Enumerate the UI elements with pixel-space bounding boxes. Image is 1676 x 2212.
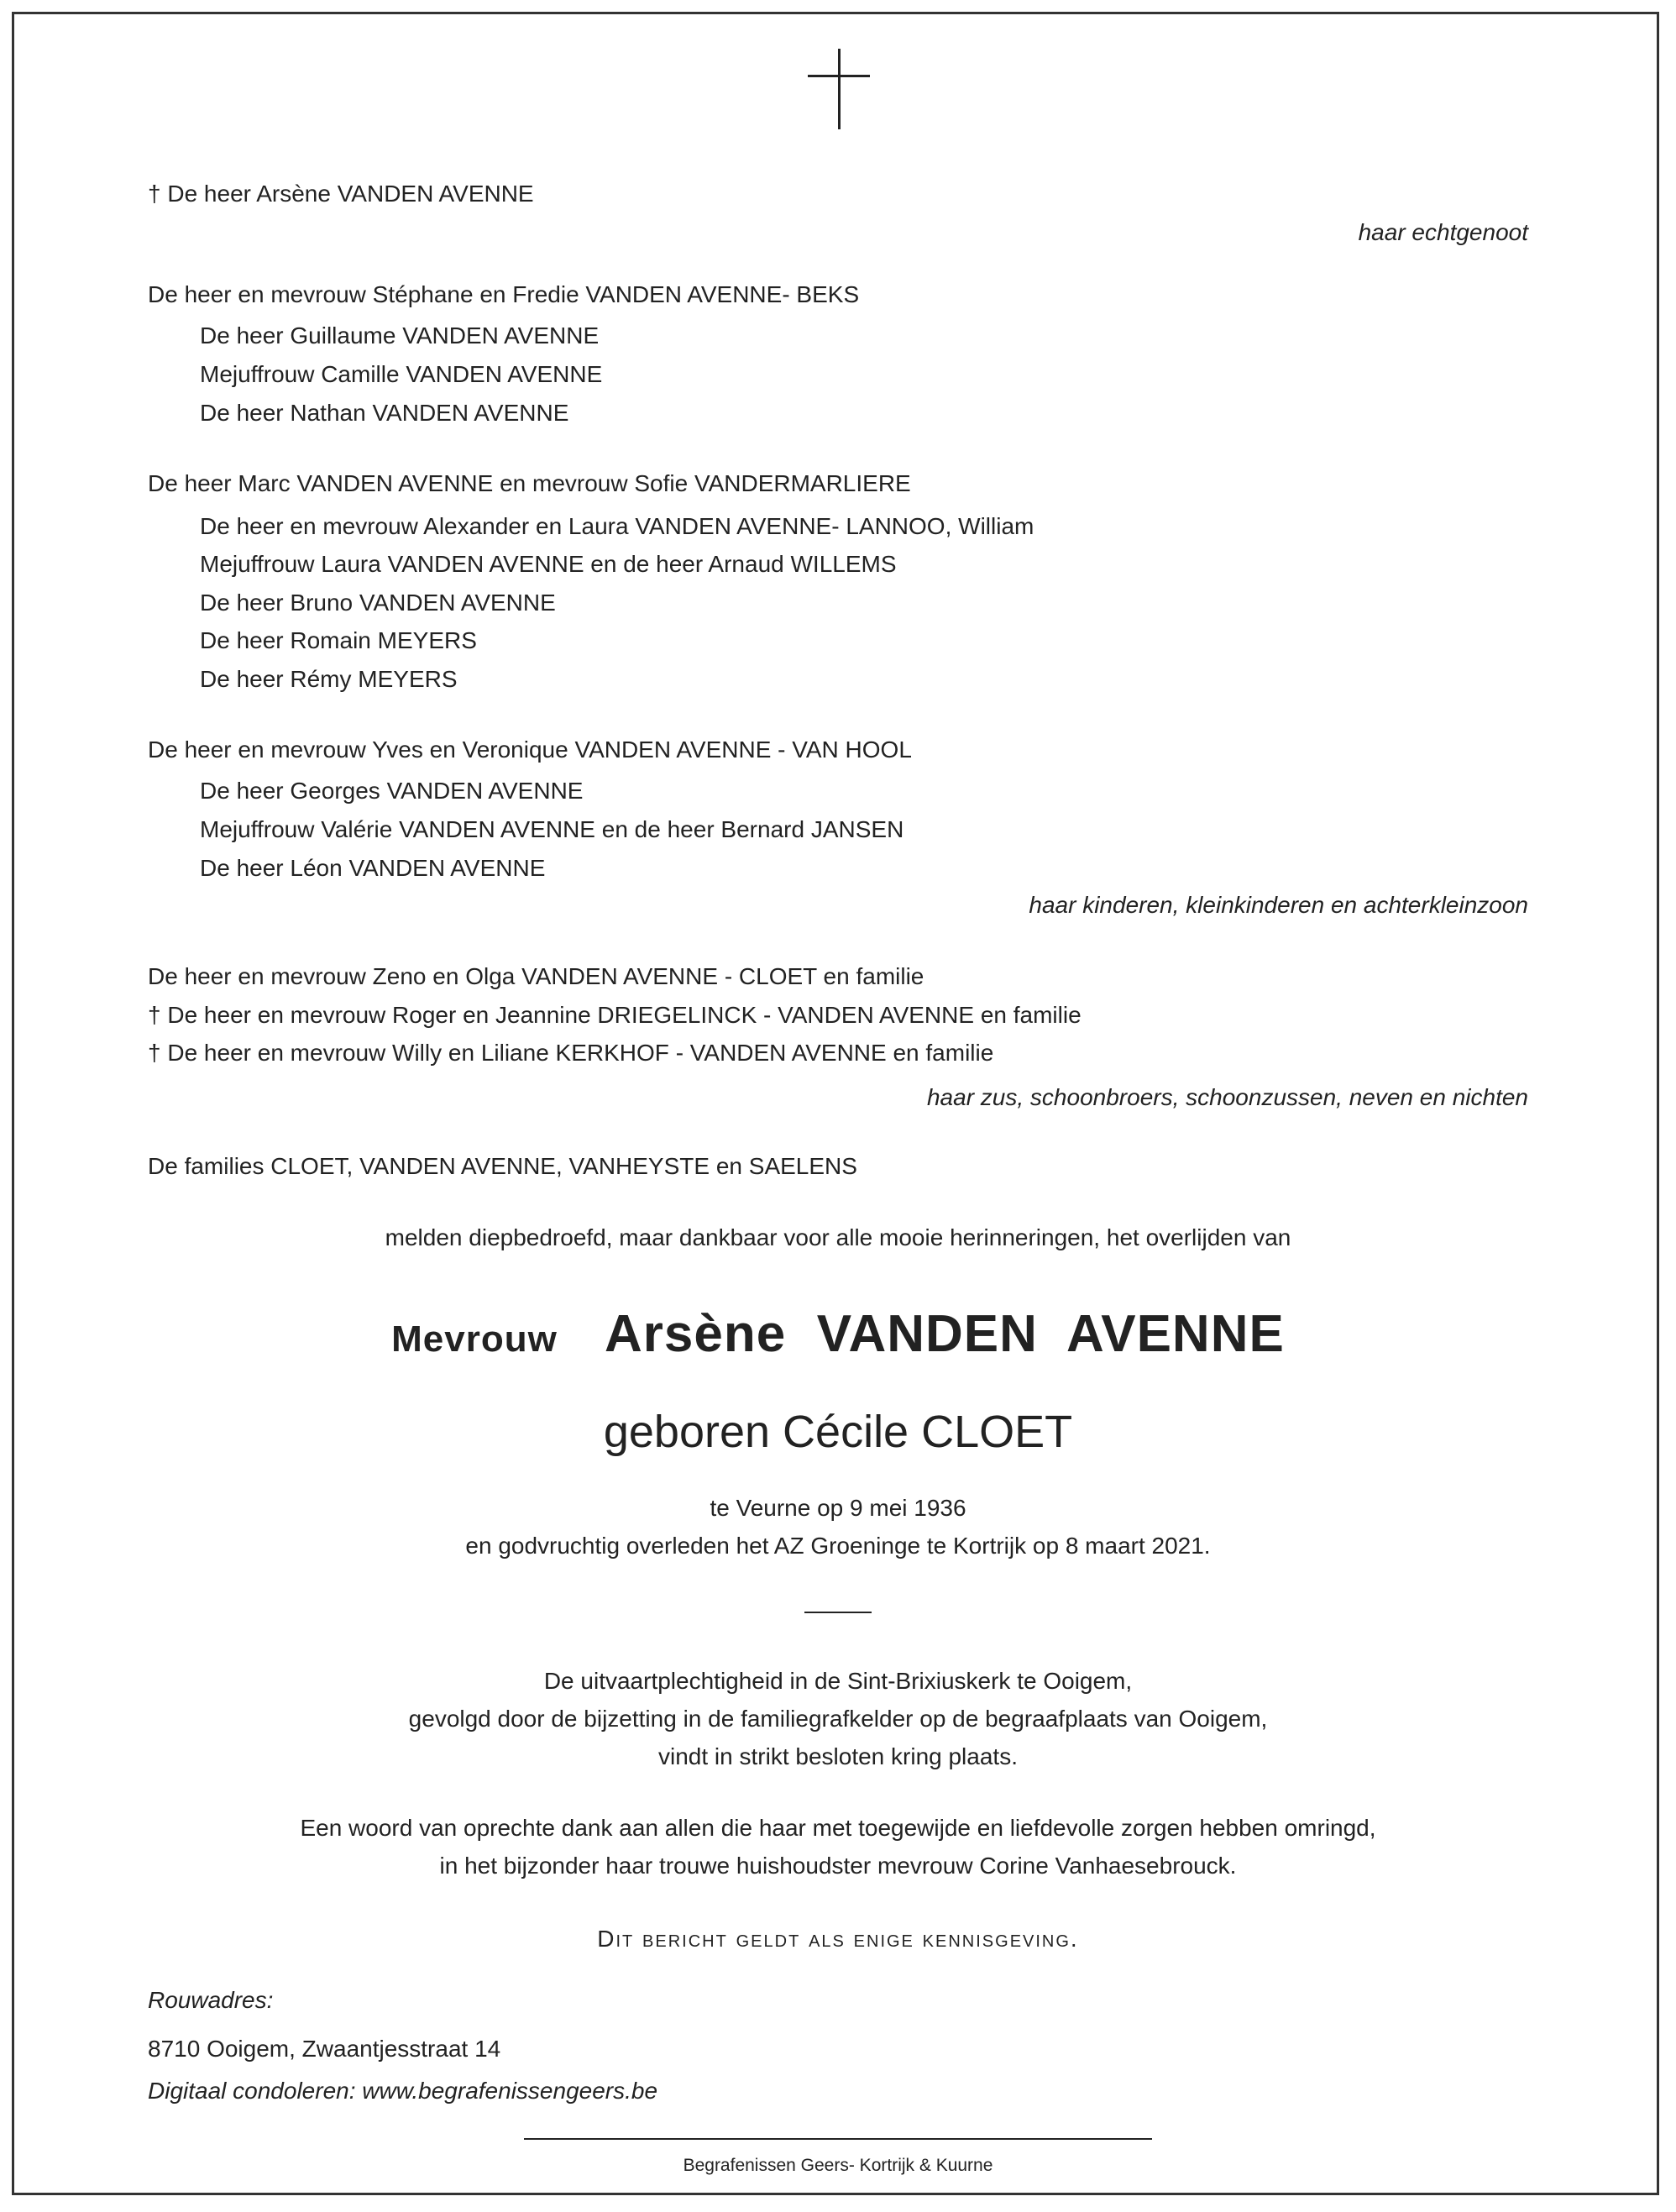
family1-member: De heer Nathan VANDEN AVENNE xyxy=(200,400,569,426)
deceased-name-line xyxy=(0,1303,1676,1371)
divider-short xyxy=(804,1612,872,1613)
address-label: Rouwadres: xyxy=(148,1987,274,2013)
family2-member: De heer en mevrouw Alexander en Laura VANDEN AVENNE- LANNOO, William xyxy=(200,513,1034,539)
family2-member: De heer Rémy MEYERS xyxy=(200,666,458,692)
address-value: 8710 Ooigem, Zwaantjesstraat 14 xyxy=(148,2036,501,2062)
sibling-line: † De heer en mevrouw Roger en Jeannine DRIEGELINCK - VANDEN AVENNE en familie xyxy=(148,1002,1082,1028)
spouse-relation: haar echtgenoot xyxy=(1358,219,1528,245)
ceremony-line: gevolgd door de bijzetting in de familiegrafkelder op de begraafplaats van Ooigem, xyxy=(408,1706,1268,1732)
family2-member: Mejuffrouw Laura VANDEN AVENNE en de heer Arnaud WILLEMS xyxy=(200,551,897,577)
family1-head: De heer en mevrouw Stéphane en Fredie VANDEN AVENNE- BEKS xyxy=(148,281,860,307)
deceased-title: Mevrouw xyxy=(391,1318,558,1360)
deceased-name: Arsène VANDEN AVENNE xyxy=(605,1305,1285,1363)
notice: Dit bericht geldt als enige kennisgeving. xyxy=(597,1926,1079,1952)
family3-member: De heer Léon VANDEN AVENNE xyxy=(200,855,546,881)
family2-member: De heer Romain MEYERS xyxy=(200,627,477,653)
thanks-line: in het bijzonder haar trouwe huishoudster mevrouw Corine Vanhaesebrouck. xyxy=(439,1853,1237,1879)
sibling-line: De heer en mevrouw Zeno en Olga VANDEN AVENNE - CLOET en familie xyxy=(148,963,924,989)
family1-member: Mejuffrouw Camille VANDEN AVENNE xyxy=(200,361,603,387)
spouse-line: † De heer Arsène VANDEN AVENNE xyxy=(148,181,534,207)
family2-member: De heer Bruno VANDEN AVENNE xyxy=(200,590,556,616)
death-line: en godvruchtig overleden het AZ Groeninge te Kortrijk op 8 maart 2021. xyxy=(465,1533,1211,1559)
sibling-line: † De heer en mevrouw Willy en Liliane KERKHOF - VANDEN AVENNE en familie xyxy=(148,1040,994,1066)
born-as: geboren Cécile CLOET xyxy=(603,1407,1073,1457)
condolence-link[interactable]: Digitaal condoleren: www.begrafenissengeers.be xyxy=(148,2078,658,2104)
family3-head: De heer en mevrouw Yves en Veronique VANDEN AVENNE - VAN HOOL xyxy=(148,736,912,763)
family1-member: De heer Guillaume VANDEN AVENNE xyxy=(200,322,600,349)
family3-member: Mejuffrouw Valérie VANDEN AVENNE en de heer Bernard JANSEN xyxy=(200,816,904,842)
thanks-line: Een woord van oprechte dank aan allen die haar met toegewijde en liefdevolle zorgen hebben omringd, xyxy=(300,1815,1376,1841)
siblings-relation: haar zus, schoonbroers, schoonzussen, neven en nichten xyxy=(926,1084,1528,1110)
announcement: melden diepbedroefd, maar dankbaar voor alle mooie herinneringen, het overlijden van xyxy=(385,1224,1291,1250)
ceremony-line: De uitvaartplechtigheid in de Sint-Brixiuskerk te Ooigem, xyxy=(543,1668,1133,1694)
family3-member: De heer Georges VANDEN AVENNE xyxy=(200,778,584,804)
divider-long xyxy=(524,2138,1152,2140)
family2-head: De heer Marc VANDEN AVENNE en mevrouw Sofie VANDERMARLIERE xyxy=(148,470,911,496)
families-line: De families CLOET, VANDEN AVENNE, VANHEYSTE en SAELENS xyxy=(148,1153,857,1179)
children-relation: haar kinderen, kleinkinderen en achterkleinzoon xyxy=(1029,892,1528,918)
ceremony-line: vindt in strikt besloten kring plaats. xyxy=(658,1743,1018,1769)
footer-funeral-home: Begrafenissen Geers- Kortrijk & Kuurne xyxy=(683,2156,993,2175)
birth-line: te Veurne op 9 mei 1936 xyxy=(710,1495,966,1521)
